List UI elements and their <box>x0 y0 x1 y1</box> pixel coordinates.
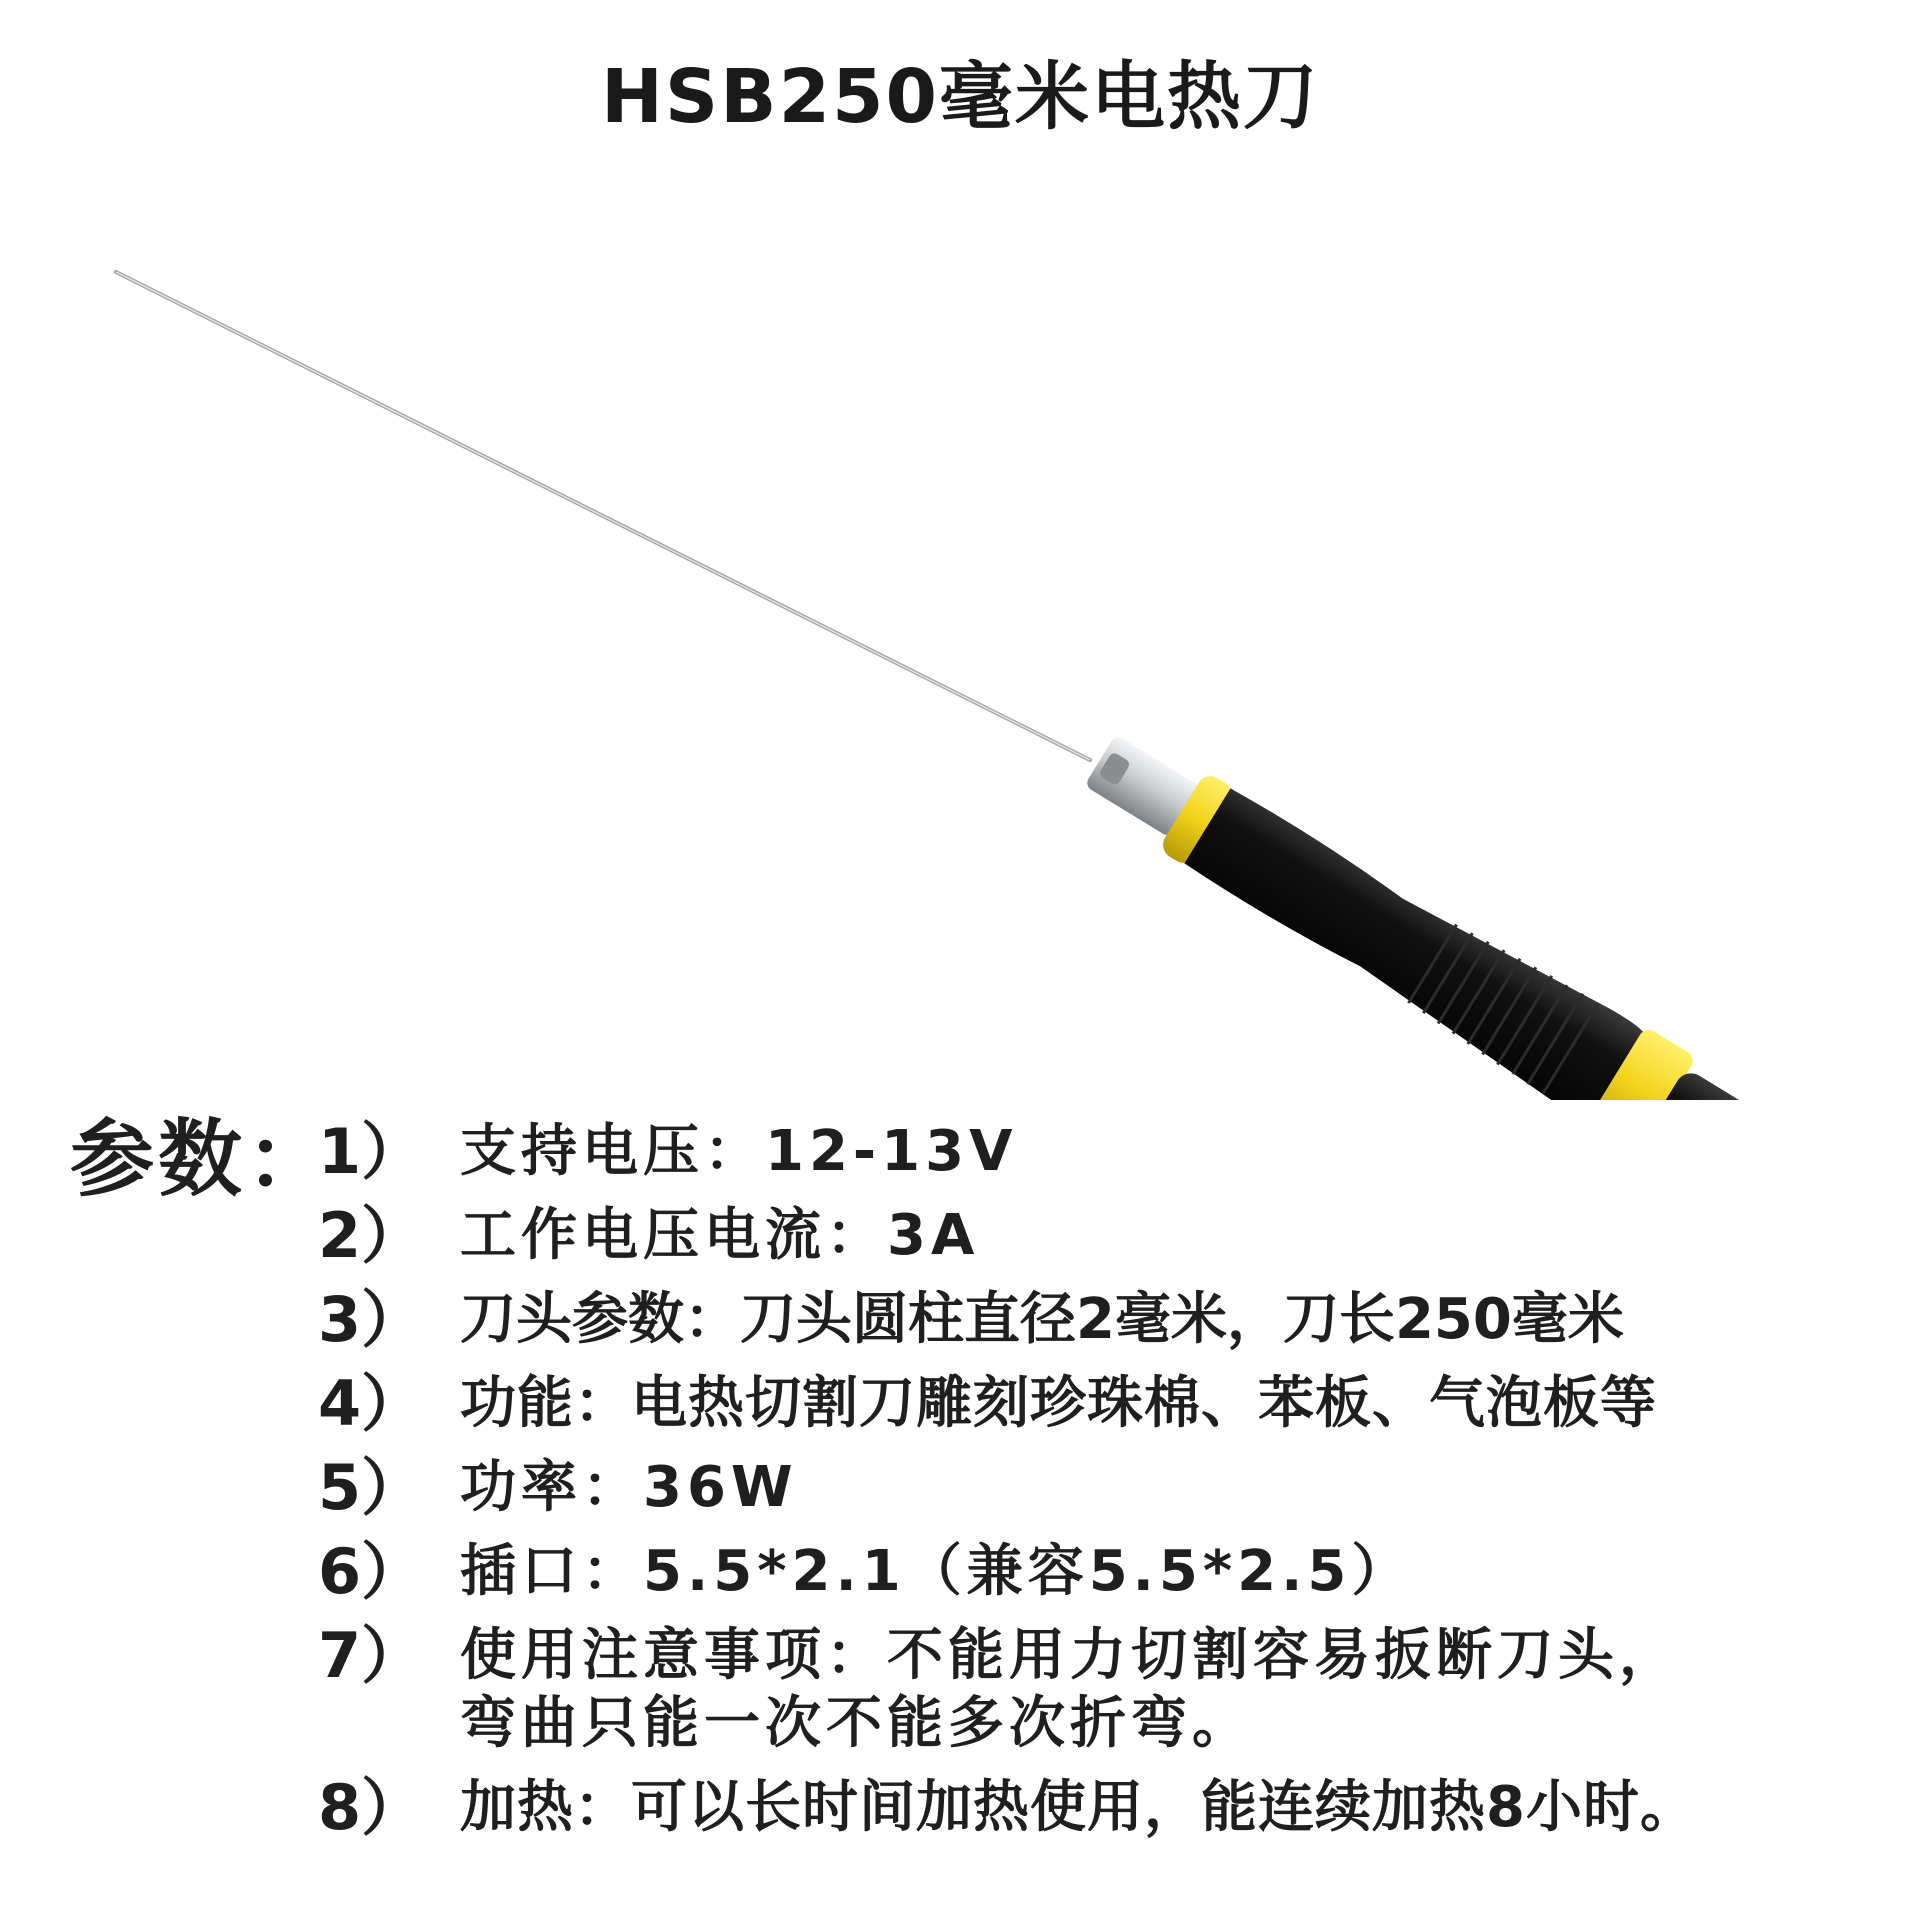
spec-number: 3） <box>318 1283 424 1356</box>
spec-item <box>318 1771 1697 1844</box>
spec-number: 6） <box>318 1535 424 1608</box>
spec-text-line: 使用注意事项：不能用力切割容易扳断刀头， <box>460 1623 1680 1688</box>
spec-item <box>318 1283 1697 1356</box>
spec-text: 加热：可以长时间加热使用，能连续加热8小时。 <box>460 1775 1697 1840</box>
spec-text: 工作电压电流：3A <box>460 1203 980 1268</box>
spec-item <box>318 1619 1697 1758</box>
spec-text: 功能：电热切割刀雕刻珍珠棉、苯板、气泡板等 <box>460 1371 1657 1436</box>
spec-number: 7） <box>318 1619 424 1692</box>
spec-text: 功率：36W <box>460 1455 798 1520</box>
spec-number: 5） <box>318 1451 424 1524</box>
spec-text: 刀头参数：刀头圆柱直径2毫米，刀长250毫米 <box>460 1287 1624 1352</box>
spec-item <box>318 1199 1697 1272</box>
spec-item <box>318 1451 1697 1524</box>
spec-number: 1） <box>318 1115 424 1188</box>
spec-number: 2） <box>318 1199 424 1272</box>
spec-text: 插口：5.5*2.1（兼容5.5*2.5） <box>460 1539 1413 1604</box>
page-title: HSB250毫米电热刀 <box>600 54 1320 140</box>
spec-list <box>318 1115 1697 1858</box>
spec-number: 4） <box>318 1367 424 1440</box>
spec-text <box>460 1622 1680 1758</box>
spec-item <box>318 1535 1697 1608</box>
knife-handle <box>1070 711 1796 1100</box>
spec-text-line: 弯曲只能一次不能多次折弯。 <box>460 1691 1253 1756</box>
params-label: 参数： <box>70 1110 335 1208</box>
spec-item <box>318 1115 1697 1188</box>
spec-item <box>318 1367 1697 1440</box>
spec-number: 8） <box>318 1771 424 1844</box>
spec-text: 支持电压：12-13V <box>460 1119 1018 1184</box>
